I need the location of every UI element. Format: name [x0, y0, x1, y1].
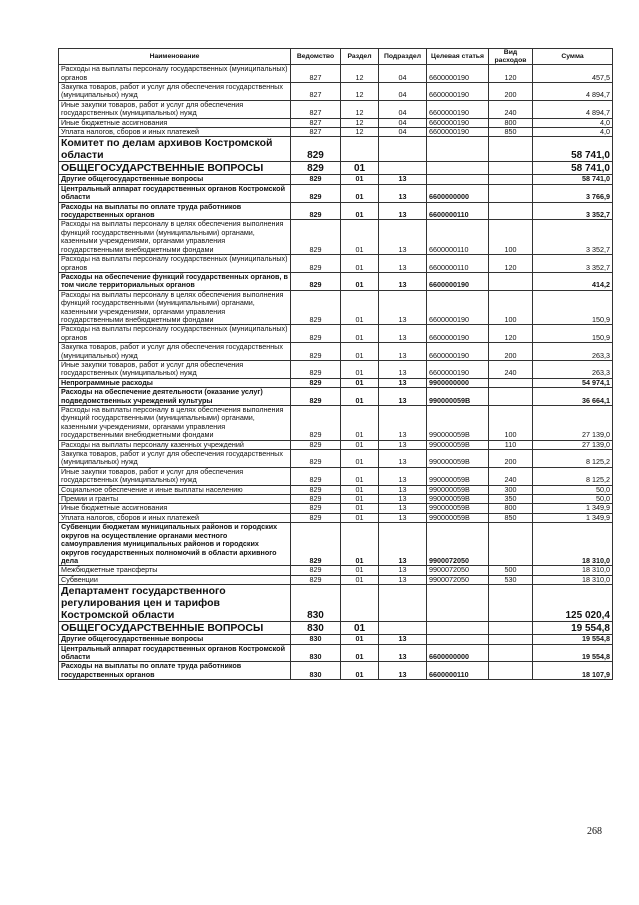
cell-target: 990000059В [427, 388, 489, 406]
cell-name: Расходы на выплаты персоналу государственных (муниципальных) органов [59, 255, 291, 273]
cell-subsection: 13 [379, 635, 427, 644]
cell-name: Премии и гранты [59, 495, 291, 504]
cell-sum: 18 310,0 [533, 566, 613, 575]
table-row [59, 100, 613, 118]
cell-section: 01 [341, 575, 379, 584]
cell-exptype: 800 [489, 118, 533, 127]
cell-exptype: 110 [489, 440, 533, 449]
cell-target: 6600000190 [427, 100, 489, 118]
cell-section: 01 [341, 662, 379, 680]
table-row [59, 644, 613, 662]
cell-exptype: 120 [489, 65, 533, 83]
cell-exptype: 240 [489, 467, 533, 485]
header-exptype: Вид расходов [489, 49, 533, 65]
cell-target: 6600000110 [427, 220, 489, 255]
cell-target: 6600000110 [427, 255, 489, 273]
cell-exptype [489, 175, 533, 184]
cell-subsection: 13 [379, 495, 427, 504]
cell-target: 6600000110 [427, 202, 489, 220]
table-row [59, 575, 613, 584]
cell-target [427, 175, 489, 184]
cell-sum: 3 766,9 [533, 184, 613, 202]
table-row [59, 585, 613, 622]
cell-dept: 829 [291, 255, 341, 273]
cell-section [341, 585, 379, 622]
table-row [59, 378, 613, 387]
cell-section: 12 [341, 100, 379, 118]
cell-subsection: 13 [379, 325, 427, 343]
cell-sum: 18 107,9 [533, 662, 613, 680]
cell-dept: 829 [291, 220, 341, 255]
cell-name: Иные закупки товаров, работ и услуг для обеспечения государственных (муниципальных) нужд [59, 100, 291, 118]
cell-name: Иные бюджетные ассигнования [59, 504, 291, 513]
cell-section: 01 [341, 467, 379, 485]
cell-subsection: 13 [379, 360, 427, 378]
cell-exptype [489, 523, 533, 566]
cell-exptype [489, 662, 533, 680]
cell-name: Закупка товаров, работ и услуг для обеспечения государственных (муниципальных) нужд [59, 83, 291, 101]
cell-subsection: 13 [379, 467, 427, 485]
table-row [59, 504, 613, 513]
cell-section: 01 [341, 378, 379, 387]
cell-subsection [379, 585, 427, 622]
cell-target: 990000059В [427, 440, 489, 449]
cell-subsection: 13 [379, 523, 427, 566]
cell-section: 01 [341, 202, 379, 220]
cell-dept: 830 [291, 635, 341, 644]
cell-name: Расходы на выплаты персоналу в целях обеспечения выполнения функций государственными (муниципальными) органами, казенными учреждениями, органами управления государственными внебюджетными фондами [59, 220, 291, 255]
cell-exptype: 200 [489, 343, 533, 361]
cell-exptype: 200 [489, 450, 533, 468]
cell-exptype [489, 162, 533, 175]
cell-name: Расходы на выплаты персоналу государственных (муниципальных) органов [59, 65, 291, 83]
cell-sum: 150,9 [533, 290, 613, 325]
cell-sum: 19 554,8 [533, 644, 613, 662]
cell-section: 12 [341, 65, 379, 83]
cell-name: ОБЩЕГОСУДАРСТВЕННЫЕ ВОПРОСЫ [59, 162, 291, 175]
cell-dept: 829 [291, 566, 341, 575]
table-row [59, 495, 613, 504]
cell-name: Расходы на выплаты по оплате труда работников государственных органов [59, 202, 291, 220]
table-row [59, 343, 613, 361]
table-row [59, 440, 613, 449]
cell-subsection: 13 [379, 504, 427, 513]
cell-sum: 263,3 [533, 343, 613, 361]
cell-target: 6600000190 [427, 325, 489, 343]
cell-dept: 829 [291, 485, 341, 494]
cell-dept: 829 [291, 290, 341, 325]
cell-dept: 829 [291, 513, 341, 522]
table-row [59, 325, 613, 343]
cell-dept: 829 [291, 504, 341, 513]
table-row [59, 662, 613, 680]
cell-exptype: 100 [489, 406, 533, 441]
table-row [59, 360, 613, 378]
cell-sum: 50,0 [533, 485, 613, 494]
cell-dept: 829 [291, 137, 341, 162]
cell-name: Непрограммные расходы [59, 378, 291, 387]
cell-section: 01 [341, 162, 379, 175]
cell-sum: 1 349,9 [533, 504, 613, 513]
table-row [59, 388, 613, 406]
cell-exptype: 500 [489, 566, 533, 575]
cell-section: 01 [341, 184, 379, 202]
cell-section: 01 [341, 485, 379, 494]
cell-name: Расходы на выплаты персоналу в целях обеспечения выполнения функций государственными (муниципальными) органами, казенными учреждениями, органами управления государственными внебюджетными фондами [59, 290, 291, 325]
cell-sum: 3 352,7 [533, 220, 613, 255]
cell-target [427, 622, 489, 635]
cell-target: 990000059В [427, 406, 489, 441]
cell-exptype [489, 184, 533, 202]
budget-sheet [58, 48, 612, 680]
cell-target [427, 635, 489, 644]
header-sum: Сумма [533, 49, 613, 65]
cell-name: Расходы на обеспечение деятельности (оказание услуг) подведомственных учреждений культуры [59, 388, 291, 406]
cell-section: 12 [341, 83, 379, 101]
cell-sum: 18 310,0 [533, 575, 613, 584]
cell-section: 01 [341, 175, 379, 184]
cell-dept: 830 [291, 622, 341, 635]
cell-name: Межбюджетные трансферты [59, 566, 291, 575]
cell-exptype [489, 622, 533, 635]
cell-section: 01 [341, 523, 379, 566]
cell-name: Расходы на выплаты персоналу казенных учреждений [59, 440, 291, 449]
cell-dept: 829 [291, 175, 341, 184]
cell-section: 01 [341, 504, 379, 513]
cell-dept: 829 [291, 450, 341, 468]
cell-subsection: 04 [379, 100, 427, 118]
cell-sum: 50,0 [533, 495, 613, 504]
cell-name: Другие общегосударственные вопросы [59, 175, 291, 184]
cell-dept: 827 [291, 128, 341, 137]
cell-subsection: 13 [379, 184, 427, 202]
cell-exptype: 300 [489, 485, 533, 494]
cell-target: 990000059В [427, 450, 489, 468]
cell-subsection: 13 [379, 202, 427, 220]
cell-target: 6600000000 [427, 644, 489, 662]
cell-dept: 829 [291, 440, 341, 449]
cell-exptype [489, 635, 533, 644]
cell-name: Субвенции бюджетам муниципальных районов и городских округов на осуществление органами местного самоуправления муниципальных районов и городских округов государственных полномочий в области архивного дела [59, 523, 291, 566]
table-row [59, 137, 613, 162]
cell-sum: 4 894,7 [533, 83, 613, 101]
table-row [59, 450, 613, 468]
cell-name: Расходы на выплаты персоналу государственных (муниципальных) органов [59, 325, 291, 343]
cell-name: Иные бюджетные ассигнования [59, 118, 291, 127]
cell-subsection: 13 [379, 440, 427, 449]
cell-subsection: 13 [379, 566, 427, 575]
cell-sum: 3 352,7 [533, 202, 613, 220]
cell-exptype [489, 137, 533, 162]
cell-name: Департамент государственного регулирования цен и тарифов Костромской области [59, 585, 291, 622]
cell-subsection: 13 [379, 175, 427, 184]
cell-target: 6600000110 [427, 662, 489, 680]
cell-subsection: 04 [379, 83, 427, 101]
cell-dept: 829 [291, 388, 341, 406]
cell-exptype [489, 585, 533, 622]
cell-section [341, 137, 379, 162]
cell-dept: 829 [291, 360, 341, 378]
table-row [59, 184, 613, 202]
cell-section: 01 [341, 513, 379, 522]
cell-dept: 829 [291, 406, 341, 441]
cell-sum: 19 554,8 [533, 622, 613, 635]
cell-exptype: 240 [489, 100, 533, 118]
cell-section: 12 [341, 118, 379, 127]
cell-section: 01 [341, 495, 379, 504]
cell-target: 6600000190 [427, 272, 489, 290]
cell-dept: 830 [291, 644, 341, 662]
cell-target: 6600000190 [427, 128, 489, 137]
cell-section: 01 [341, 325, 379, 343]
cell-section: 01 [341, 272, 379, 290]
cell-dept: 829 [291, 162, 341, 175]
cell-target: 6600000190 [427, 360, 489, 378]
cell-sum: 27 139,0 [533, 440, 613, 449]
cell-name: Закупка товаров, работ и услуг для обеспечения государственных (муниципальных) нужд [59, 450, 291, 468]
cell-section: 12 [341, 128, 379, 137]
cell-target [427, 162, 489, 175]
cell-dept: 829 [291, 184, 341, 202]
cell-target: 990000059В [427, 467, 489, 485]
cell-dept: 829 [291, 523, 341, 566]
table-row [59, 128, 613, 137]
table-row [59, 162, 613, 175]
table-row [59, 485, 613, 494]
cell-dept: 829 [291, 202, 341, 220]
cell-sum: 8 125,2 [533, 467, 613, 485]
cell-subsection: 04 [379, 128, 427, 137]
cell-subsection [379, 622, 427, 635]
cell-sum: 4,0 [533, 128, 613, 137]
cell-name: Центральный аппарат государственных органов Костромской области [59, 644, 291, 662]
cell-subsection: 13 [379, 388, 427, 406]
cell-sum: 150,9 [533, 325, 613, 343]
cell-sum: 27 139,0 [533, 406, 613, 441]
cell-sum: 3 352,7 [533, 255, 613, 273]
cell-exptype: 350 [489, 495, 533, 504]
cell-section: 01 [341, 343, 379, 361]
header-section: Раздел [341, 49, 379, 65]
cell-sum: 4,0 [533, 118, 613, 127]
cell-exptype [489, 388, 533, 406]
cell-sum: 125 020,4 [533, 585, 613, 622]
cell-sum: 54 974,1 [533, 378, 613, 387]
cell-subsection: 13 [379, 662, 427, 680]
table-row [59, 566, 613, 575]
cell-exptype: 120 [489, 255, 533, 273]
cell-section: 01 [341, 360, 379, 378]
cell-target: 9900072050 [427, 566, 489, 575]
cell-name: Иные закупки товаров, работ и услуг для обеспечения государственных (муниципальных) нужд [59, 467, 291, 485]
cell-subsection: 13 [379, 378, 427, 387]
cell-section: 01 [341, 622, 379, 635]
cell-name: Расходы на выплаты персоналу в целях обеспечения выполнения функций государственными (муниципальными) органами, казенными учреждениями, органами управления государственными внебюджетными фондами [59, 406, 291, 441]
cell-subsection: 13 [379, 272, 427, 290]
cell-subsection [379, 137, 427, 162]
page-number: 268 [587, 826, 602, 837]
cell-sum: 1 349,9 [533, 513, 613, 522]
cell-sum: 19 554,8 [533, 635, 613, 644]
table-row [59, 467, 613, 485]
table-row [59, 406, 613, 441]
cell-exptype: 850 [489, 513, 533, 522]
cell-subsection: 13 [379, 485, 427, 494]
cell-dept: 827 [291, 65, 341, 83]
cell-target: 990000059В [427, 495, 489, 504]
cell-exptype: 530 [489, 575, 533, 584]
cell-dept: 829 [291, 467, 341, 485]
cell-subsection: 13 [379, 406, 427, 441]
cell-exptype: 100 [489, 220, 533, 255]
cell-subsection: 13 [379, 575, 427, 584]
cell-exptype [489, 644, 533, 662]
cell-exptype: 200 [489, 83, 533, 101]
cell-sum: 457,5 [533, 65, 613, 83]
cell-sum: 58 741,0 [533, 137, 613, 162]
cell-target: 6600000190 [427, 343, 489, 361]
cell-name: Другие общегосударственные вопросы [59, 635, 291, 644]
cell-subsection: 13 [379, 513, 427, 522]
table-row [59, 202, 613, 220]
cell-dept: 827 [291, 118, 341, 127]
cell-exptype [489, 202, 533, 220]
cell-target: 990000059В [427, 485, 489, 494]
cell-section: 01 [341, 440, 379, 449]
cell-subsection: 04 [379, 65, 427, 83]
cell-dept: 827 [291, 100, 341, 118]
header-name: Наименование [59, 49, 291, 65]
table-row [59, 622, 613, 635]
cell-name: Уплата налогов, сборов и иных платежей [59, 128, 291, 137]
cell-dept: 829 [291, 325, 341, 343]
cell-section: 01 [341, 566, 379, 575]
table-row [59, 523, 613, 566]
cell-sum: 18 310,0 [533, 523, 613, 566]
cell-subsection: 13 [379, 255, 427, 273]
table-row [59, 513, 613, 522]
cell-target: 6600000190 [427, 290, 489, 325]
cell-dept: 830 [291, 585, 341, 622]
cell-target [427, 585, 489, 622]
cell-sum: 263,3 [533, 360, 613, 378]
cell-section: 01 [341, 644, 379, 662]
cell-subsection: 13 [379, 290, 427, 325]
cell-exptype: 100 [489, 290, 533, 325]
header-target: Целевая статья [427, 49, 489, 65]
cell-sum: 36 664,1 [533, 388, 613, 406]
cell-dept: 829 [291, 495, 341, 504]
table-row [59, 290, 613, 325]
table-row [59, 255, 613, 273]
cell-target [427, 137, 489, 162]
cell-name: Уплата налогов, сборов и иных платежей [59, 513, 291, 522]
cell-exptype [489, 378, 533, 387]
cell-sum: 8 125,2 [533, 450, 613, 468]
cell-subsection [379, 162, 427, 175]
cell-target: 990000059В [427, 513, 489, 522]
cell-name: Центральный аппарат государственных органов Костромской области [59, 184, 291, 202]
cell-target: 9900072050 [427, 575, 489, 584]
cell-target: 6600000190 [427, 65, 489, 83]
table-row [59, 272, 613, 290]
budget-table [58, 48, 613, 680]
cell-section: 01 [341, 290, 379, 325]
header-subsection: Подраздел [379, 49, 427, 65]
cell-subsection: 13 [379, 450, 427, 468]
cell-section: 01 [341, 635, 379, 644]
cell-dept: 829 [291, 575, 341, 584]
cell-dept: 829 [291, 378, 341, 387]
cell-name: ОБЩЕГОСУДАРСТВЕННЫЕ ВОПРОСЫ [59, 622, 291, 635]
cell-sum: 4 894,7 [533, 100, 613, 118]
cell-target: 6600000190 [427, 118, 489, 127]
cell-section: 01 [341, 255, 379, 273]
cell-dept: 827 [291, 83, 341, 101]
cell-section: 01 [341, 220, 379, 255]
cell-name: Субвенции [59, 575, 291, 584]
cell-subsection: 13 [379, 644, 427, 662]
header-dept: Ведомство [291, 49, 341, 65]
cell-dept: 829 [291, 272, 341, 290]
cell-target: 9900072050 [427, 523, 489, 566]
cell-exptype: 240 [489, 360, 533, 378]
table-row [59, 83, 613, 101]
cell-subsection: 13 [379, 343, 427, 361]
table-row [59, 635, 613, 644]
cell-name: Закупка товаров, работ и услуг для обеспечения государственных (муниципальных) нужд [59, 343, 291, 361]
cell-section: 01 [341, 406, 379, 441]
cell-dept: 829 [291, 343, 341, 361]
cell-name: Комитет по делам архивов Костромской области [59, 137, 291, 162]
cell-name: Расходы на обеспечение функций государственных органов, в том числе территориальных органов [59, 272, 291, 290]
cell-exptype: 120 [489, 325, 533, 343]
table-row [59, 65, 613, 83]
cell-name: Расходы на выплаты по оплате труда работников государственных органов [59, 662, 291, 680]
cell-target: 6600000000 [427, 184, 489, 202]
cell-subsection: 13 [379, 220, 427, 255]
cell-dept: 830 [291, 662, 341, 680]
table-body [59, 65, 613, 680]
cell-sum: 58 741,0 [533, 162, 613, 175]
cell-exptype: 850 [489, 128, 533, 137]
cell-section: 01 [341, 388, 379, 406]
cell-exptype: 800 [489, 504, 533, 513]
cell-target: 6600000190 [427, 83, 489, 101]
cell-name: Иные закупки товаров, работ и услуг для обеспечения государственных (муниципальных) нужд [59, 360, 291, 378]
table-row [59, 118, 613, 127]
cell-target: 9900000000 [427, 378, 489, 387]
cell-sum: 414,2 [533, 272, 613, 290]
table-header-row [59, 49, 613, 65]
cell-name: Социальное обеспечение и иные выплаты населению [59, 485, 291, 494]
cell-subsection: 04 [379, 118, 427, 127]
cell-sum: 58 741,0 [533, 175, 613, 184]
cell-section: 01 [341, 450, 379, 468]
table-row [59, 175, 613, 184]
cell-exptype [489, 272, 533, 290]
table-row [59, 220, 613, 255]
cell-target: 990000059В [427, 504, 489, 513]
